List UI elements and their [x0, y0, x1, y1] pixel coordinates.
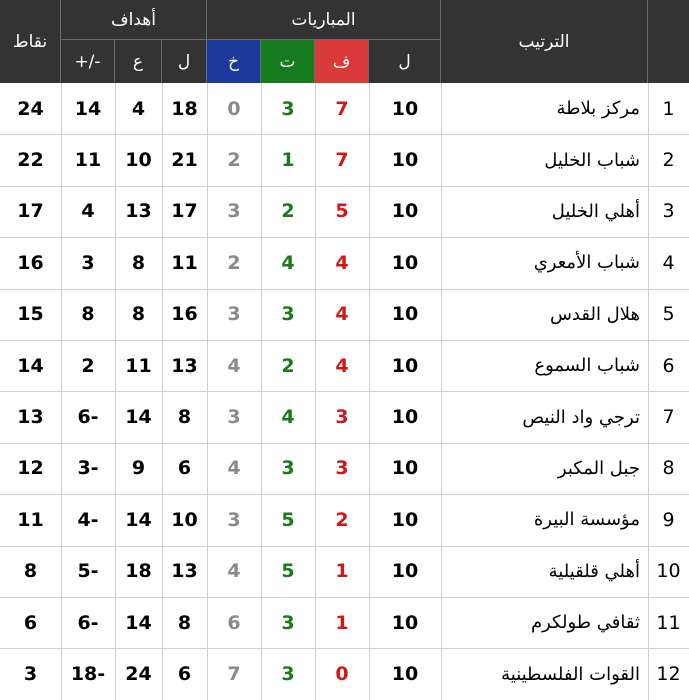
rank-cell: 4	[662, 251, 675, 274]
row-divider	[0, 237, 689, 238]
won-cell: 2	[335, 508, 349, 531]
played-cell: 10	[391, 251, 419, 274]
goal-diff-cell: 5-	[77, 560, 99, 583]
ranking-header: الترتيب	[441, 0, 648, 83]
column-divider	[207, 83, 208, 700]
row-divider	[0, 134, 689, 135]
lost-cell: 2	[227, 149, 241, 172]
played-cell: 10	[391, 560, 419, 583]
won-cell: 1	[335, 611, 349, 634]
goals-for-header: ل	[162, 39, 207, 83]
goals-for-cell: 13	[171, 560, 198, 583]
rank-cell: 5	[662, 303, 675, 326]
team-name-cell: القوات الفلسطينية	[501, 663, 640, 685]
won-cell: 4	[335, 303, 349, 326]
goals-for-cell: 6	[177, 457, 192, 480]
goals-against-cell: 14	[125, 611, 152, 634]
column-divider	[369, 83, 370, 700]
points-cell: 15	[17, 303, 44, 326]
goals-for-cell: 6	[177, 663, 192, 686]
team-name-cell: مؤسسة البيرة	[533, 509, 640, 531]
drawn-cell: 3	[281, 303, 295, 326]
drawn-cell: 3	[281, 663, 295, 686]
lost-cell: 3	[227, 200, 241, 223]
row-divider	[0, 597, 689, 598]
rank-cell: 10	[656, 560, 681, 583]
team-name-cell: أهلي قلقيلية	[548, 560, 640, 582]
goals-header: أهداف	[61, 0, 207, 39]
team-name-cell: مركز بلاطة	[556, 98, 640, 120]
played-cell: 10	[391, 508, 419, 531]
lost-header: خ	[207, 39, 261, 83]
played-cell: 10	[391, 611, 419, 634]
goal-diff-cell: 2	[81, 354, 95, 377]
goals-against-cell: 10	[125, 149, 152, 172]
drawn-cell: 5	[281, 508, 295, 531]
team-name-cell: جبل المكبر	[557, 457, 640, 479]
lost-cell: 4	[227, 354, 241, 377]
goals-against-cell: 18	[125, 560, 152, 583]
drawn-cell: 3	[281, 97, 295, 120]
team-name-cell: شباب الأمعري	[533, 252, 640, 274]
goals-for-cell: 10	[171, 508, 198, 531]
goal-diff-cell: 6-	[77, 406, 99, 429]
row-divider	[0, 186, 689, 187]
row-divider	[0, 648, 689, 649]
rank-cell: 8	[662, 457, 675, 480]
points-cell: 12	[17, 457, 44, 480]
lost-cell: 6	[227, 611, 241, 634]
goals-against-cell: 11	[125, 354, 152, 377]
goals-for-cell: 13	[171, 354, 198, 377]
played-cell: 10	[391, 303, 419, 326]
goals-against-cell: 8	[131, 303, 146, 326]
team-name-cell: أهلي الخليل	[551, 200, 640, 222]
points-header: نقاط	[0, 0, 61, 83]
won-cell: 1	[335, 560, 349, 583]
lost-cell: 3	[227, 406, 241, 429]
row-divider	[0, 494, 689, 495]
rank-cell: 11	[656, 611, 681, 634]
played-cell: 10	[391, 663, 419, 686]
lost-cell: 4	[227, 457, 241, 480]
row-divider	[0, 289, 689, 290]
goals-against-cell: 8	[131, 251, 146, 274]
drawn-cell: 2	[281, 200, 295, 223]
goals-against-cell: 9	[131, 457, 146, 480]
points-cell: 24	[17, 97, 44, 120]
drawn-cell: 2	[281, 354, 295, 377]
drawn-cell: 5	[281, 560, 295, 583]
goals-for-cell: 16	[171, 303, 198, 326]
team-name-cell: ترجي واد النيص	[522, 406, 640, 428]
goal-diff-cell: 11	[74, 149, 102, 172]
team-name-cell: شباب الخليل	[544, 149, 640, 171]
goal-diff-cell: 4	[81, 200, 95, 223]
column-divider	[261, 83, 262, 700]
column-divider	[115, 83, 116, 700]
goals-for-cell: 8	[177, 611, 192, 634]
won-header: ف	[315, 39, 369, 83]
rank-number-header	[648, 0, 689, 83]
row-divider	[0, 391, 689, 392]
points-cell: 13	[17, 406, 44, 429]
drawn-cell: 3	[281, 457, 295, 480]
played-cell: 10	[391, 406, 419, 429]
won-cell: 4	[335, 251, 349, 274]
team-name-cell: شباب السموع	[534, 355, 640, 377]
goals-against-cell: 14	[125, 508, 152, 531]
points-cell: 6	[23, 611, 38, 634]
played-cell: 10	[391, 354, 419, 377]
lost-cell: 3	[227, 508, 241, 531]
goals-against-cell: 14	[125, 406, 152, 429]
rank-cell: 1	[662, 97, 675, 120]
column-divider	[61, 83, 62, 700]
won-cell: 0	[335, 663, 349, 686]
drawn-header: ت	[261, 39, 315, 83]
won-cell: 4	[335, 354, 349, 377]
matches-header: المباريات	[207, 0, 441, 39]
rank-cell: 3	[662, 200, 675, 223]
drawn-cell: 4	[281, 406, 295, 429]
rank-cell: 9	[662, 508, 675, 531]
played-header: ل	[369, 39, 441, 83]
lost-cell: 3	[227, 303, 241, 326]
row-divider	[0, 546, 689, 547]
goal-diff-cell: 4-	[77, 508, 99, 531]
goals-for-cell: 8	[177, 406, 192, 429]
played-cell: 10	[391, 457, 419, 480]
goal-diff-cell: 18-	[70, 663, 106, 686]
played-cell: 10	[391, 149, 419, 172]
drawn-cell: 4	[281, 251, 295, 274]
column-divider	[315, 83, 316, 700]
goals-against-header: ع	[115, 39, 162, 83]
lost-cell: 4	[227, 560, 241, 583]
points-cell: 14	[17, 354, 44, 377]
rank-cell: 2	[662, 149, 675, 172]
goals-for-cell: 21	[171, 149, 198, 172]
team-name-cell: ثقافي طولكرم	[530, 612, 640, 634]
won-cell: 7	[335, 149, 349, 172]
points-cell: 3	[23, 663, 38, 686]
column-divider	[441, 83, 442, 700]
goals-against-cell: 24	[125, 663, 152, 686]
goals-against-cell: 4	[131, 97, 146, 120]
lost-cell: 2	[227, 251, 241, 274]
won-cell: 7	[335, 97, 349, 120]
goal-diff-cell: 3	[81, 251, 95, 274]
rank-cell: 7	[662, 406, 675, 429]
points-cell: 22	[17, 149, 44, 172]
rank-cell: 6	[662, 354, 675, 377]
goals-against-cell: 13	[125, 200, 152, 223]
points-cell: 17	[17, 200, 44, 223]
rank-cell: 12	[656, 663, 681, 686]
goal-diff-cell: 14	[74, 97, 102, 120]
points-cell: 11	[17, 508, 44, 531]
goal-diff-header: +/-	[61, 39, 115, 83]
lost-cell: 7	[227, 663, 241, 686]
goal-diff-cell: 3-	[77, 457, 99, 480]
goals-for-cell: 18	[171, 97, 198, 120]
row-divider	[0, 443, 689, 444]
row-divider	[0, 340, 689, 341]
team-name-cell: هلال القدس	[549, 303, 640, 325]
goals-for-cell: 17	[171, 200, 198, 223]
won-cell: 3	[335, 457, 349, 480]
played-cell: 10	[391, 97, 419, 120]
goals-for-cell: 11	[171, 251, 198, 274]
goal-diff-cell: 8	[81, 303, 95, 326]
column-divider	[162, 83, 163, 700]
won-cell: 3	[335, 406, 349, 429]
played-cell: 10	[391, 200, 419, 223]
goal-diff-cell: 6-	[77, 611, 99, 634]
column-divider	[648, 83, 649, 700]
points-cell: 8	[23, 560, 38, 583]
points-cell: 16	[17, 251, 44, 274]
lost-cell: 0	[227, 97, 241, 120]
won-cell: 5	[335, 200, 349, 223]
drawn-cell: 1	[281, 149, 295, 172]
drawn-cell: 3	[281, 611, 295, 634]
